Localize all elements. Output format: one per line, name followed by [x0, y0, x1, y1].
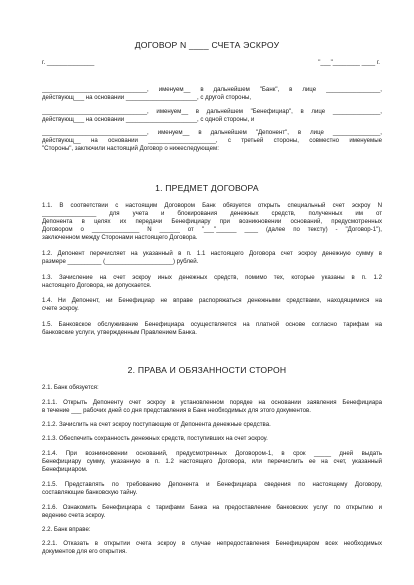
paragraph-line: 1.4. Ни Депонент, ни Бенефициар не вправе распоряжаться денежными средствами, находящимися на	[42, 297, 382, 304]
paragraph-line: заключенном между Сторонами настоящего Договора.	[42, 234, 198, 241]
paragraph-line: банковские услуги, утвержденным Правлением Банка.	[42, 329, 197, 336]
preamble-line: действующ___ на основании _____________________, с другой стороны,	[42, 94, 252, 101]
paragraph-line: Бенефициаром.	[42, 466, 88, 473]
paragraph-line: размере __________ (____________________) рублей.	[42, 258, 199, 265]
paragraph-line: ________________ для учета и блокирования денежных средств, полученных им от	[42, 210, 382, 217]
paragraph-line: 2.1.1. Открыть Депоненту счет эскроу в установленном порядке на основании заявления Бенефициара	[42, 399, 382, 406]
paragraph-line: счете эскроу.	[42, 305, 79, 312]
paragraph-line: настоящего Договора, не допускается.	[42, 282, 152, 289]
paragraph-line: 2.1. Банк обязуется:	[42, 384, 99, 391]
paragraph-line: в течение ___ рабочих дней со дня представления в Банк необходимых для этого документов.	[42, 407, 311, 414]
paragraph-line: Договором о ______________ N ______ от "___"______ ____ (далее по тексту) - "Договор-1"),	[42, 226, 382, 233]
paragraph-line: 2.1.3. Обеспечить сохранность денежных средств, поступивших на счет эскроу.	[42, 435, 268, 442]
date-line: "___"________ ____ г.	[318, 59, 380, 66]
preamble-line: _______________________________, именуем__ в дальнейшем "Депонент", в лице ______________,	[42, 129, 382, 136]
preamble-line: _______________________________, именуем__ в дальнейшем "Банк", в лице ________________,	[42, 86, 382, 93]
preamble-line: "Стороны", заключили настоящий Договор о нижеследующем:	[42, 145, 219, 152]
paragraph-line: Депонента в целях их передачи Бенефициару при возникновении оснований, предусмотренных	[42, 218, 382, 225]
paragraph-line: документов для его открытия.	[42, 548, 127, 555]
paragraph-line: 2.1.4. При возникновении оснований, предусмотренных Договором-1, в срок _____ дней выдать	[42, 450, 382, 457]
paragraph-line: 1.5. Банковское обслуживание Бенефициара осуществляется на платной основе согласно тарифам на	[42, 321, 382, 328]
city-line: г. ______________	[42, 59, 95, 66]
paragraph-line: 2.2. Банк вправе:	[42, 526, 91, 533]
paragraph-line: 1.2. Депонент перечисляет на указанный в п. 1.1 настоящего Договора счет эскроу денежную сумму в	[42, 250, 382, 257]
paragraph-line: 1.3. Зачисление на счет эскроу иных денежных средств, помимо тех, которые указаны в п. 1.2	[42, 274, 382, 281]
paragraph-line: Бенефициару сумму, указанную в п. 1.2 настоящего Договора, или перечислить ее на счет, указанный	[42, 458, 382, 465]
paragraph-line: ведению счета эскроу.	[42, 512, 106, 519]
paragraph-line: 2.1.2. Зачислить на счет эскроу поступающие от Депонента денежные средства.	[42, 421, 271, 428]
section-2-heading: 2. ПРАВА И ОБЯЗАННОСТИ СТОРОН	[127, 365, 287, 375]
paragraph-line: 1.1. В соответствии с настоящим Договором Банк обязуется открыть специальный счет эскроу N	[42, 202, 382, 209]
paragraph-line: 2.2.1. Отказать в открытии счета эскроу в случае непредоставления Бенефициаром всех необходимых	[42, 540, 382, 547]
document-title: ДОГОВОР N ____ СЧЕТА ЭСКРОУ	[134, 40, 280, 50]
preamble-line: _______________________________, именуем__ в дальнейшем "Бенефициар", в лице ______________,	[42, 108, 382, 115]
paragraph-line: 2.1.6. Ознакомить Бенефициара с тарифами Банка на предоставление банковских услуг по открытию и	[42, 504, 382, 511]
section-1-heading: 1. ПРЕДМЕТ ДОГОВОРА	[155, 183, 259, 193]
paragraph-line: составляющие банковскую тайну.	[42, 489, 138, 496]
paragraph-line: 2.1.5. Представлять по требованию Депонента и Бенефициара сведения по настоящему Договору,	[42, 481, 382, 488]
preamble-line: действующ___ на основании _____________________, с одной стороны, и	[42, 116, 255, 123]
preamble-line: действующ__ на основании ____________________, с третьей стороны, совместно именуемые	[42, 137, 382, 144]
